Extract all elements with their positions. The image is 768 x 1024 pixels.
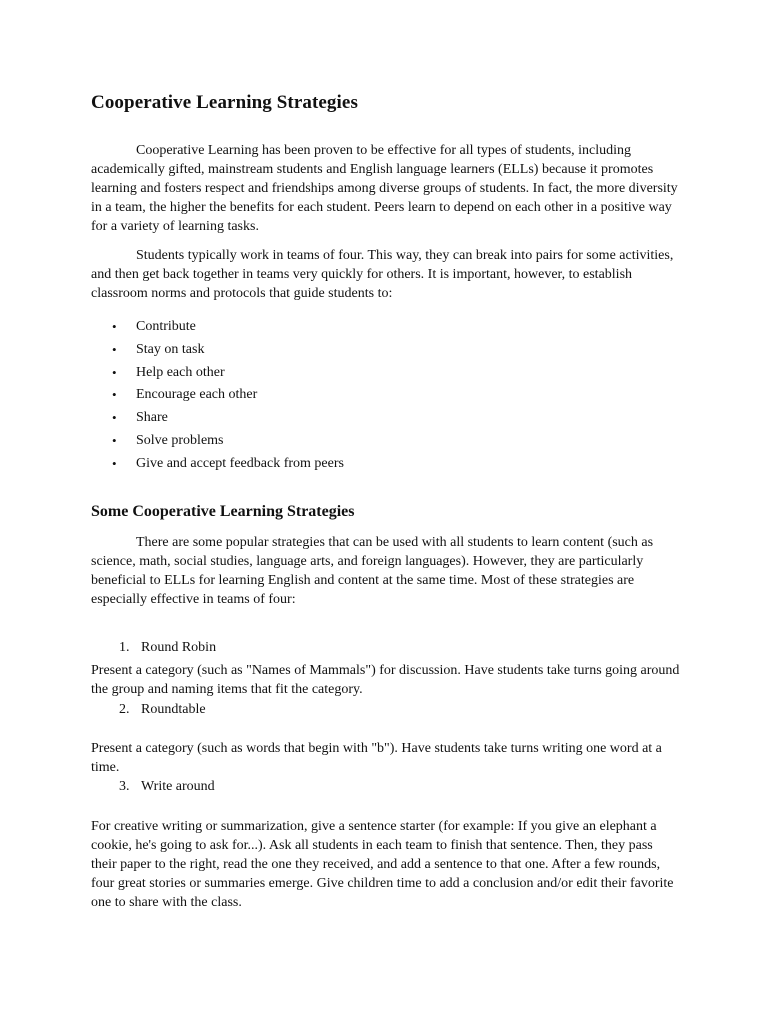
list-item	[112, 453, 344, 476]
bullet-icon: •	[112, 410, 117, 426]
list-item	[112, 339, 344, 362]
strategy-name: Write around	[141, 779, 215, 794]
list-item-text: Solve problems	[136, 432, 224, 448]
list-item-text: Contribute	[136, 319, 196, 334]
bullet-icon: •	[112, 387, 117, 403]
section-heading: Some Cooperative Learning Strategies	[91, 503, 355, 520]
strategy-number: 2.	[119, 702, 130, 717]
strategies-paragraph: There are some popular strategies that can be used with all students to learn content (such as science, math, social studies, language arts, and foreign languages). However, they are particularly beneficial to ELLs for learning English and content at the same time. Most of these strategies are especially effective in teams of four:	[91, 535, 654, 607]
strategy-heading	[119, 777, 215, 796]
list-item	[112, 316, 344, 339]
strategy-name: Roundtable	[141, 702, 206, 717]
bullet-icon: •	[112, 455, 117, 471]
bullet-icon: •	[112, 319, 117, 334]
strategy-description: Present a category (such as "Names of Mammals") for discussion. Have students take turns going around the group and naming items that fit the category.	[91, 663, 680, 697]
bullet-icon: •	[112, 432, 117, 448]
list-item	[112, 407, 344, 430]
bullet-icon: •	[112, 341, 117, 357]
list-item-text: Share	[136, 410, 168, 426]
norms-bullet-list	[112, 316, 344, 476]
strategy-name: Round Robin	[141, 640, 217, 655]
bullet-icon: •	[112, 364, 117, 380]
strategy-number: 1.	[119, 640, 130, 655]
list-item	[112, 384, 344, 407]
intro-paragraph: Cooperative Learning has been proven to be effective for all types of students, including academically gifted, mainstream students and English language learners (ELLs) because it promotes learning and fosters respect and friendships among diverse groups of students. In fact, the more diversity in a team, the higher the benefits for each student. Peers learn to depend on each other in a positive way for a variety of learning tasks.	[91, 143, 678, 234]
page-title: Cooperative Learning Strategies	[91, 92, 358, 113]
strategy-heading	[119, 638, 216, 657]
strategy-number: 3.	[119, 779, 130, 794]
list-item-text: Give and accept feedback from peers	[136, 455, 344, 471]
strategy-description: Present a category (such as words that begin with "b"). Have students take turns writing one word at a time.	[91, 741, 662, 775]
list-item	[112, 430, 344, 453]
teams-paragraph: Students typically work in teams of four. This way, they can break into pairs for some activities, and then get back together in teams very quickly for others. It is important, however, to establish classroom norms and protocols that guide students to:	[91, 248, 674, 301]
list-item-text: Help each other	[136, 364, 225, 380]
list-item	[112, 362, 344, 385]
strategy-heading	[119, 700, 206, 719]
strategy-description: For creative writing or summarization, give a sentence starter (for example: If you give an elephant a cookie, he's going to ask for...). Ask all students in each team to finish that sentence. Then, they pass their paper to the right, read the one they received, and add a sentence to that one. After a few rounds, four great stories or summaries emerge. Give children time to add a conclusion and/or edit their favorite one to share with the class.	[91, 819, 674, 910]
list-item-text: Encourage each other	[136, 387, 258, 403]
list-item-text: Stay on task	[136, 341, 205, 357]
